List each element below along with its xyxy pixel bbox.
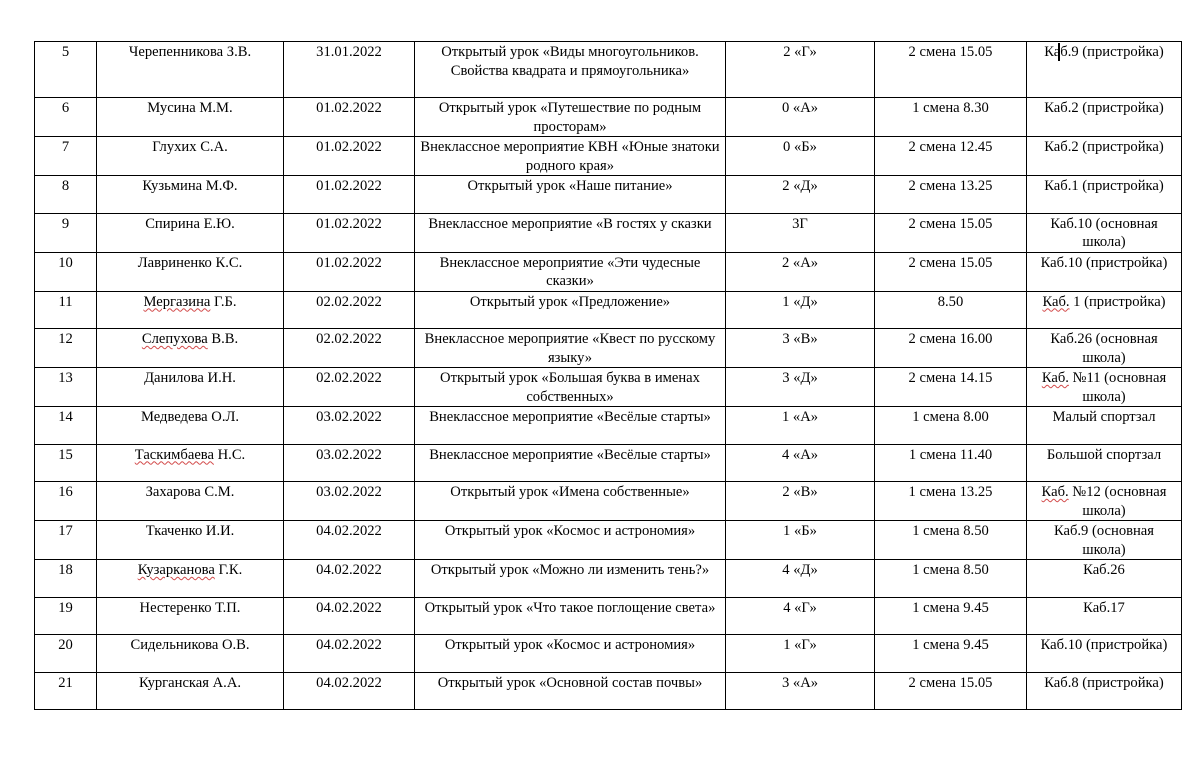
- shift-time-cell: 1 смена 8.50: [875, 521, 1027, 560]
- event-cell: Внеклассное мероприятие КВН «Юные знатоки родного края»: [415, 137, 726, 176]
- row-number-cell: 7: [35, 137, 97, 176]
- class-cell: 2 «Д»: [726, 176, 875, 214]
- room-cell: Каб.8 (пристройка): [1027, 672, 1182, 710]
- schedule-sheet: [34, 41, 1168, 710]
- teacher-name-cell: Спирина Е.Ю.: [97, 213, 284, 252]
- teacher-name-cell: Кузьмина М.Ф.: [97, 176, 284, 214]
- event-cell: Открытый урок «Имена собственные»: [415, 482, 726, 521]
- shift-time-cell: 2 смена 15.05: [875, 672, 1027, 710]
- row-number-cell: 12: [35, 329, 97, 368]
- row-number-cell: 18: [35, 560, 97, 598]
- room-cell: Каб.10 (пристройка): [1027, 252, 1182, 291]
- room-cell: Малый спортзал: [1027, 407, 1182, 445]
- date-cell: 01.02.2022: [284, 98, 415, 137]
- table-row: [35, 98, 1182, 137]
- table-row: [35, 42, 1182, 98]
- teacher-name-cell: [97, 444, 284, 482]
- teacher-name-cell: Ткаченко И.И.: [97, 521, 284, 560]
- event-cell: Открытый урок «Космос и астрономия»: [415, 635, 726, 673]
- shift-time-cell: 1 смена 13.25: [875, 482, 1027, 521]
- teacher-name-cell: Захарова С.М.: [97, 482, 284, 521]
- class-cell: 2 «Г»: [726, 42, 875, 98]
- date-cell: 04.02.2022: [284, 597, 415, 635]
- events-schedule-table: [34, 41, 1182, 710]
- room-cell-spellcheck-word: Каб.: [1042, 293, 1070, 310]
- event-cell: Открытый урок «Основной состав почвы»: [415, 672, 726, 710]
- row-number-cell: 13: [35, 368, 97, 407]
- table-row: [35, 291, 1182, 329]
- teacher-name-cell: Нестеренко Т.П.: [97, 597, 284, 635]
- shift-time-cell: 1 смена 9.45: [875, 597, 1027, 635]
- class-cell: 4 «А»: [726, 444, 875, 482]
- class-cell: 1 «Б»: [726, 521, 875, 560]
- event-cell: Внеклассное мероприятие «В гостях у сказки: [415, 213, 726, 252]
- teacher-name-cell-spellcheck-word: Слепухова: [141, 331, 208, 347]
- event-cell: Открытый урок «Космос и астрономия»: [415, 521, 726, 560]
- teacher-name-cell-text: Г.Б.: [210, 293, 237, 310]
- class-cell: 4 «Г»: [726, 597, 875, 635]
- table-row: [35, 672, 1182, 710]
- table-row: [35, 482, 1182, 521]
- table-body: [35, 42, 1182, 710]
- table-row: [35, 252, 1182, 291]
- room-cell: Каб.1 (пристройка): [1027, 176, 1182, 214]
- table-row: [35, 176, 1182, 214]
- event-cell: Открытый урок «Виды многоугольников. Свойства квадрата и прямоугольника»: [415, 42, 726, 98]
- event-cell: Внеклассное мероприятие «Весёлые старты»: [415, 407, 726, 445]
- row-number-cell: 8: [35, 176, 97, 214]
- room-cell: [1027, 482, 1182, 521]
- date-cell: 03.02.2022: [284, 407, 415, 445]
- teacher-name-cell: Черепенникова З.В.: [97, 42, 284, 98]
- room-cell: Каб.2 (пристройка): [1027, 137, 1182, 176]
- date-cell: 01.02.2022: [284, 252, 415, 291]
- shift-time-cell: 1 смена 8.50: [875, 560, 1027, 598]
- table-row: [35, 597, 1182, 635]
- room-cell-spellcheck-word: Каб.: [1041, 370, 1069, 386]
- date-cell: 03.02.2022: [284, 482, 415, 521]
- table-row: [35, 444, 1182, 482]
- class-cell: 3 «Д»: [726, 368, 875, 407]
- teacher-name-cell: Данилова И.Н.: [97, 368, 284, 407]
- event-cell: Открытый урок «Предложение»: [415, 291, 726, 329]
- table-row: [35, 213, 1182, 252]
- teacher-name-cell: [97, 291, 284, 329]
- date-cell: 04.02.2022: [284, 672, 415, 710]
- shift-time-cell: 2 смена 15.05: [875, 213, 1027, 252]
- class-cell: 3 «А»: [726, 672, 875, 710]
- event-cell: Открытый урок «Большая буква в именах собственных»: [415, 368, 726, 407]
- class-cell: 4 «Д»: [726, 560, 875, 598]
- room-cell-text: 1 (пристройка): [1069, 293, 1166, 310]
- event-cell: Открытый урок «Наше питание»: [415, 176, 726, 214]
- room-cell-spellcheck-word: Каб.: [1041, 484, 1069, 500]
- room-cell: Каб.9 (основная школа): [1027, 521, 1182, 560]
- teacher-name-cell: Сидельникова О.В.: [97, 635, 284, 673]
- row-number-cell: 6: [35, 98, 97, 137]
- table-row: [35, 407, 1182, 445]
- class-cell: 3 «В»: [726, 329, 875, 368]
- class-cell: 0 «А»: [726, 98, 875, 137]
- row-number-cell: 16: [35, 482, 97, 521]
- room-cell: Каб.10 (пристройка): [1027, 635, 1182, 673]
- shift-time-cell: 2 смена 16.00: [875, 329, 1027, 368]
- class-cell: 3Г: [726, 213, 875, 252]
- row-number-cell: 14: [35, 407, 97, 445]
- date-cell: 03.02.2022: [284, 444, 415, 482]
- room-cell: Каб.9 (пристройка): [1027, 42, 1182, 98]
- teacher-name-cell: Лавриненко К.С.: [97, 252, 284, 291]
- date-cell: 04.02.2022: [284, 560, 415, 598]
- teacher-name-cell-text: В.В.: [207, 331, 239, 347]
- class-cell: 0 «Б»: [726, 137, 875, 176]
- date-cell: 31.01.2022: [284, 42, 415, 98]
- shift-time-cell: 1 смена 11.40: [875, 444, 1027, 482]
- date-cell: 01.02.2022: [284, 176, 415, 214]
- teacher-name-cell: [97, 329, 284, 368]
- teacher-name-cell: Медведева О.Л.: [97, 407, 284, 445]
- shift-time-cell: 2 смена 12.45: [875, 137, 1027, 176]
- room-cell: [1027, 291, 1182, 329]
- shift-time-cell: 2 смена 13.25: [875, 176, 1027, 214]
- event-cell: Открытый урок «Что такое поглощение света»: [415, 597, 726, 635]
- date-cell: 01.02.2022: [284, 137, 415, 176]
- teacher-name-cell: Курганская А.А.: [97, 672, 284, 710]
- room-cell: Большой спортзал: [1027, 444, 1182, 482]
- row-number-cell: 20: [35, 635, 97, 673]
- row-number-cell: 5: [35, 42, 97, 98]
- shift-time-cell: 1 смена 8.30: [875, 98, 1027, 137]
- table-row: [35, 521, 1182, 560]
- teacher-name-cell: [97, 560, 284, 598]
- room-cell: Каб.26 (основная школа): [1027, 329, 1182, 368]
- class-cell: 1 «Г»: [726, 635, 875, 673]
- teacher-name-cell-text: Н.С.: [213, 446, 246, 463]
- table-row: [35, 137, 1182, 176]
- date-cell: 02.02.2022: [284, 329, 415, 368]
- shift-time-cell: 1 смена 8.00: [875, 407, 1027, 445]
- date-cell: 04.02.2022: [284, 635, 415, 673]
- shift-time-cell: 2 смена 14.15: [875, 368, 1027, 407]
- row-number-cell: 11: [35, 291, 97, 329]
- shift-time-cell: 2 смена 15.05: [875, 42, 1027, 98]
- teacher-name-cell-text: Г.К.: [214, 562, 243, 578]
- row-number-cell: 15: [35, 444, 97, 482]
- date-cell: 02.02.2022: [284, 291, 415, 329]
- row-number-cell: 21: [35, 672, 97, 710]
- event-cell: Открытый урок «Путешествие по родным просторам»: [415, 98, 726, 137]
- class-cell: 2 «А»: [726, 252, 875, 291]
- shift-time-cell: 1 смена 9.45: [875, 635, 1027, 673]
- table-row: [35, 560, 1182, 598]
- teacher-name-cell: Мусина М.М.: [97, 98, 284, 137]
- table-row: [35, 329, 1182, 368]
- class-cell: 1 «А»: [726, 407, 875, 445]
- teacher-name-cell-spellcheck-word: Таскимбаева: [134, 446, 214, 463]
- shift-time-cell: 8.50: [875, 291, 1027, 329]
- event-cell: Открытый урок «Можно ли изменить тень?»: [415, 560, 726, 598]
- room-cell: Каб.17: [1027, 597, 1182, 635]
- row-number-cell: 19: [35, 597, 97, 635]
- room-cell: Каб.2 (пристройка): [1027, 98, 1182, 137]
- room-cell-text: №12 (основная школа): [1068, 484, 1167, 519]
- event-cell: Внеклассное мероприятие «Весёлые старты»: [415, 444, 726, 482]
- teacher-name-cell-spellcheck-word: Кузарканова: [137, 562, 215, 578]
- class-cell: 2 «В»: [726, 482, 875, 521]
- table-row: [35, 368, 1182, 407]
- row-number-cell: 10: [35, 252, 97, 291]
- room-cell-text: №11 (основная школа): [1068, 370, 1167, 405]
- date-cell: 04.02.2022: [284, 521, 415, 560]
- date-cell: 01.02.2022: [284, 213, 415, 252]
- shift-time-cell: 2 смена 15.05: [875, 252, 1027, 291]
- date-cell: 02.02.2022: [284, 368, 415, 407]
- teacher-name-cell-spellcheck-word: Мергазина: [143, 293, 211, 310]
- room-cell: Каб.10 (основная школа): [1027, 213, 1182, 252]
- class-cell: 1 «Д»: [726, 291, 875, 329]
- teacher-name-cell: Глухих С.А.: [97, 137, 284, 176]
- room-cell: Каб.26: [1027, 560, 1182, 598]
- row-number-cell: 9: [35, 213, 97, 252]
- event-cell: Внеклассное мероприятие «Квест по русскому языку»: [415, 329, 726, 368]
- room-cell: [1027, 368, 1182, 407]
- event-cell: Внеклассное мероприятие «Эти чудесные сказки»: [415, 252, 726, 291]
- table-row: [35, 635, 1182, 673]
- row-number-cell: 17: [35, 521, 97, 560]
